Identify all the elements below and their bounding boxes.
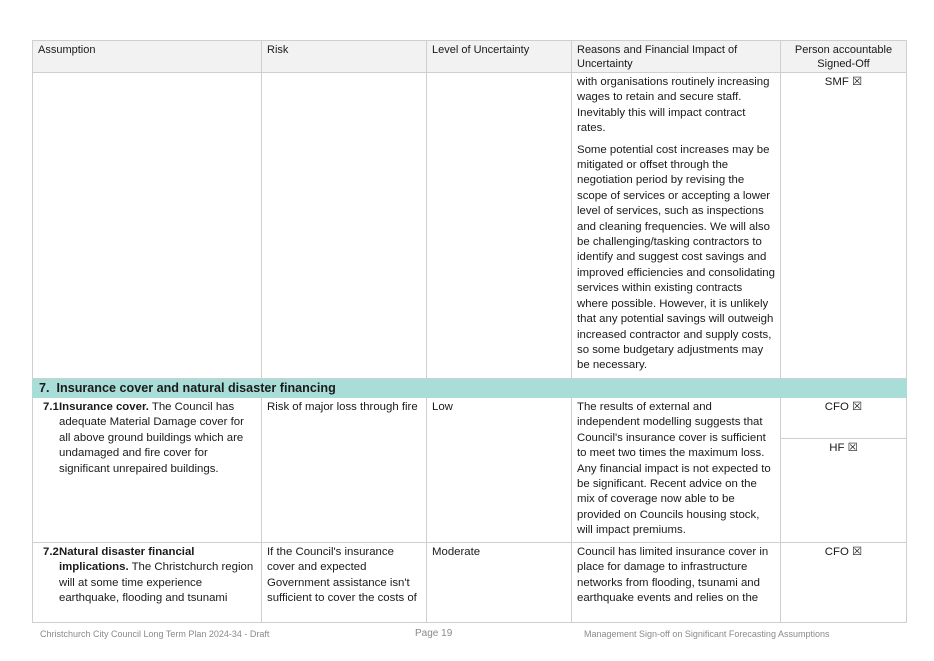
header-uncertainty: Level of Uncertainty <box>427 41 572 73</box>
header-row <box>33 41 907 73</box>
assumption-cell <box>33 543 262 623</box>
section-header-cell <box>33 379 907 398</box>
header-risk: Risk <box>262 41 427 73</box>
uncertainty-level: Low <box>432 401 453 413</box>
continued-reasons-paragraph-2: Some potential cost increases may be mitigated or offset through the negotiation period by revising the scope of services or accepting a lower level of services, such as inspections and cleaning frequencies. We will also be challenging/tasking contractors to identify and suggest cost savings and improved efficiencies and consolidating services within existing contracts where possible. However, it is unlikely that any potential savings will outweigh increased contractor and supply costs, so some budgetary adjustments may be necessary. <box>577 143 775 372</box>
assumption-description: The Christchurch region will at some time experience earthquake, flooding and tsunami <box>59 561 254 605</box>
continued-uncertainty-cell <box>427 73 572 379</box>
assumption-description: The Council has adequate Material Damage cover for all above ground buildings which are undamaged and fire cover for significant unrepaired buildings. <box>59 401 244 475</box>
header-person-line1: Person accountable <box>794 44 893 56</box>
table-row <box>33 398 907 543</box>
header-reasons-line2: Uncertainty <box>577 58 633 70</box>
risk-cell <box>262 543 427 623</box>
continued-signoff-cell <box>781 73 907 379</box>
header-person-line2: Signed-Off <box>817 58 870 70</box>
assumption-title: Natural disaster financial implications. <box>59 546 195 574</box>
page-content <box>32 40 906 623</box>
risk-text: Risk of major loss through fire <box>267 401 418 413</box>
uncertainty-level: Moderate <box>432 546 481 558</box>
reasons-text: The results of external and independent modelling suggests that Council's insurance cover is sufficient to meet two times the maximum loss. Any financial impact is not expected to be significant. Recent advice on the mix of coverage now able to be provided on Councils housing stock, will impact premiums. <box>577 401 771 537</box>
reasons-cell <box>572 543 781 623</box>
assumption-number: 7.2 <box>43 546 59 558</box>
signoff-cfo: CFO ☒ <box>781 398 906 439</box>
continued-reasons-paragraph-1: with organisations routinely increasing wages to retain and secure staff. Inevitably this will impact contract rates. <box>577 76 770 135</box>
assumptions-table <box>32 40 907 623</box>
header-reasons-line1: Reasons and Financial Impact of <box>577 44 738 56</box>
section-number: 7. <box>39 381 50 395</box>
continued-reasons-cell <box>572 73 781 379</box>
header-person <box>781 41 907 73</box>
section-header-row <box>33 379 907 398</box>
continued-assumption-cell <box>33 73 262 379</box>
assumption-text <box>38 545 256 607</box>
risk-text: If the Council's insurance cover and expected Government assistance isn't sufficient to cover the costs of <box>267 546 417 605</box>
footer-left: Christchurch City Council Long Term Plan 2024-34 - Draft <box>40 629 270 639</box>
footer-page-number: Page 19 <box>415 628 453 639</box>
section-title: Insurance cover and natural disaster financing <box>56 381 336 395</box>
header-assumption: Assumption <box>33 41 262 73</box>
risk-cell <box>262 398 427 543</box>
signoff-cell <box>781 398 907 543</box>
assumption-text <box>38 400 256 477</box>
signoff-cell <box>781 543 907 623</box>
table-row-continued <box>33 73 907 379</box>
signoff-hf: HF ☒ <box>829 442 858 454</box>
assumption-cell <box>33 398 262 543</box>
table-row <box>33 543 907 623</box>
header-reasons <box>572 41 781 73</box>
footer-right: Management Sign-off on Significant Forecasting Assumptions <box>584 629 830 639</box>
continued-risk-cell <box>262 73 427 379</box>
reasons-text: Council has limited insurance cover in place for damage to infrastructure networks from flooding, tsunami and earthquake events and relies on the <box>577 546 769 605</box>
assumption-title: Insurance cover. <box>59 401 149 413</box>
signoff-cfo: CFO ☒ <box>824 546 863 558</box>
reasons-cell <box>572 398 781 543</box>
uncertainty-cell <box>427 543 572 623</box>
assumption-number: 7.1 <box>43 401 59 413</box>
uncertainty-cell <box>427 398 572 543</box>
signoff-smf: SMF ☒ <box>824 76 863 88</box>
